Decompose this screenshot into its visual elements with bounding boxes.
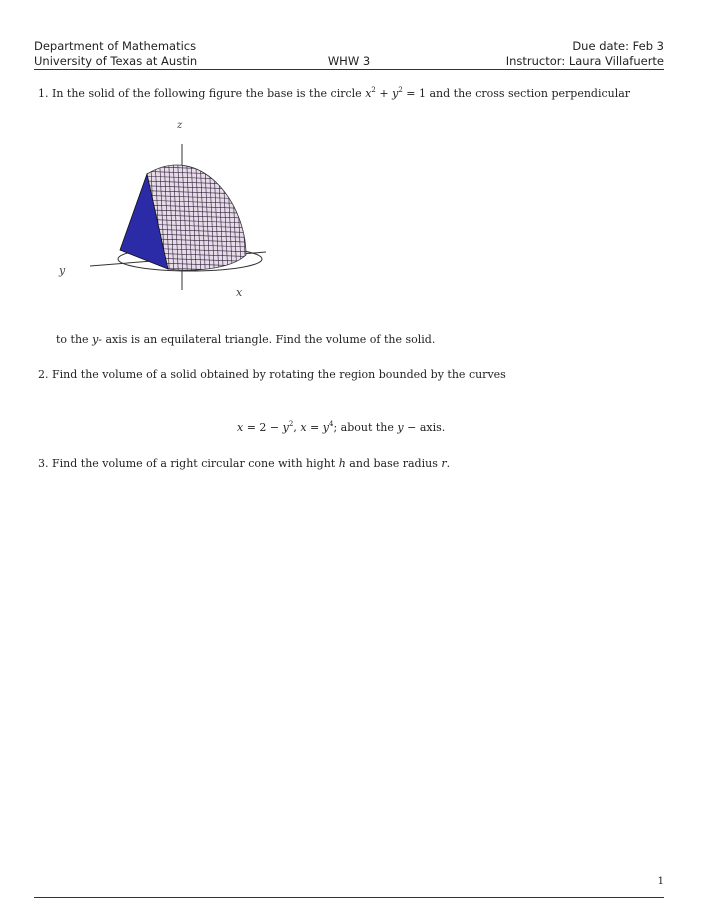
z-label: z <box>177 120 183 131</box>
mesh-line <box>245 147 251 277</box>
problem-1-statement <box>38 87 630 100</box>
header-rule <box>34 69 664 70</box>
problem-2-display-equation: $x = 2 - y^2$, $x = y^4$; about the y − axis. <box>237 420 446 434</box>
mesh-line <box>140 162 255 166</box>
mesh-line <box>140 272 255 276</box>
mesh-line <box>140 157 255 161</box>
solid-figure <box>50 112 280 302</box>
problem-2-number: 2. <box>38 368 49 381</box>
problem-1-number: 1. <box>38 87 49 100</box>
problem-2-text: Find the volume of a solid obtained by rotating the region bounded by the curves <box>52 368 506 381</box>
due-date: Due date: Feb 3 <box>572 39 664 53</box>
var-h: h <box>338 457 346 470</box>
problem-3-statement: 3. Find the volume of a right circular cone with hight h and base radius r. <box>38 457 451 470</box>
var-r: r <box>441 457 447 470</box>
footer-rule <box>34 897 664 898</box>
problem-1-intro: In the solid of the following figure the base is the circle <box>52 87 362 100</box>
document-title: WHW 3 <box>327 54 371 68</box>
header-row-1 <box>34 39 664 53</box>
circle-equation: $x^2 + y^2 = 1$ <box>365 86 426 100</box>
problem-2-statement <box>38 368 506 381</box>
problem-1-continuation: to the y- axis is an equilateral triangle. Find the volume of the solid. <box>56 333 436 346</box>
problem-1-intro-end: and the cross section perpendicular <box>429 87 631 100</box>
university-name: University of Texas at Austin <box>34 54 198 68</box>
y-label: y <box>59 264 66 277</box>
header-row-2 <box>34 54 664 68</box>
problem-3-number: 3. <box>38 457 49 470</box>
x-label: x <box>236 286 243 299</box>
page-number: 1 <box>657 876 664 887</box>
department-name: Department of Mathematics <box>34 39 197 53</box>
mesh-line <box>140 152 255 156</box>
instructor-name: Instructor: Laura Villafuerte <box>505 54 664 68</box>
